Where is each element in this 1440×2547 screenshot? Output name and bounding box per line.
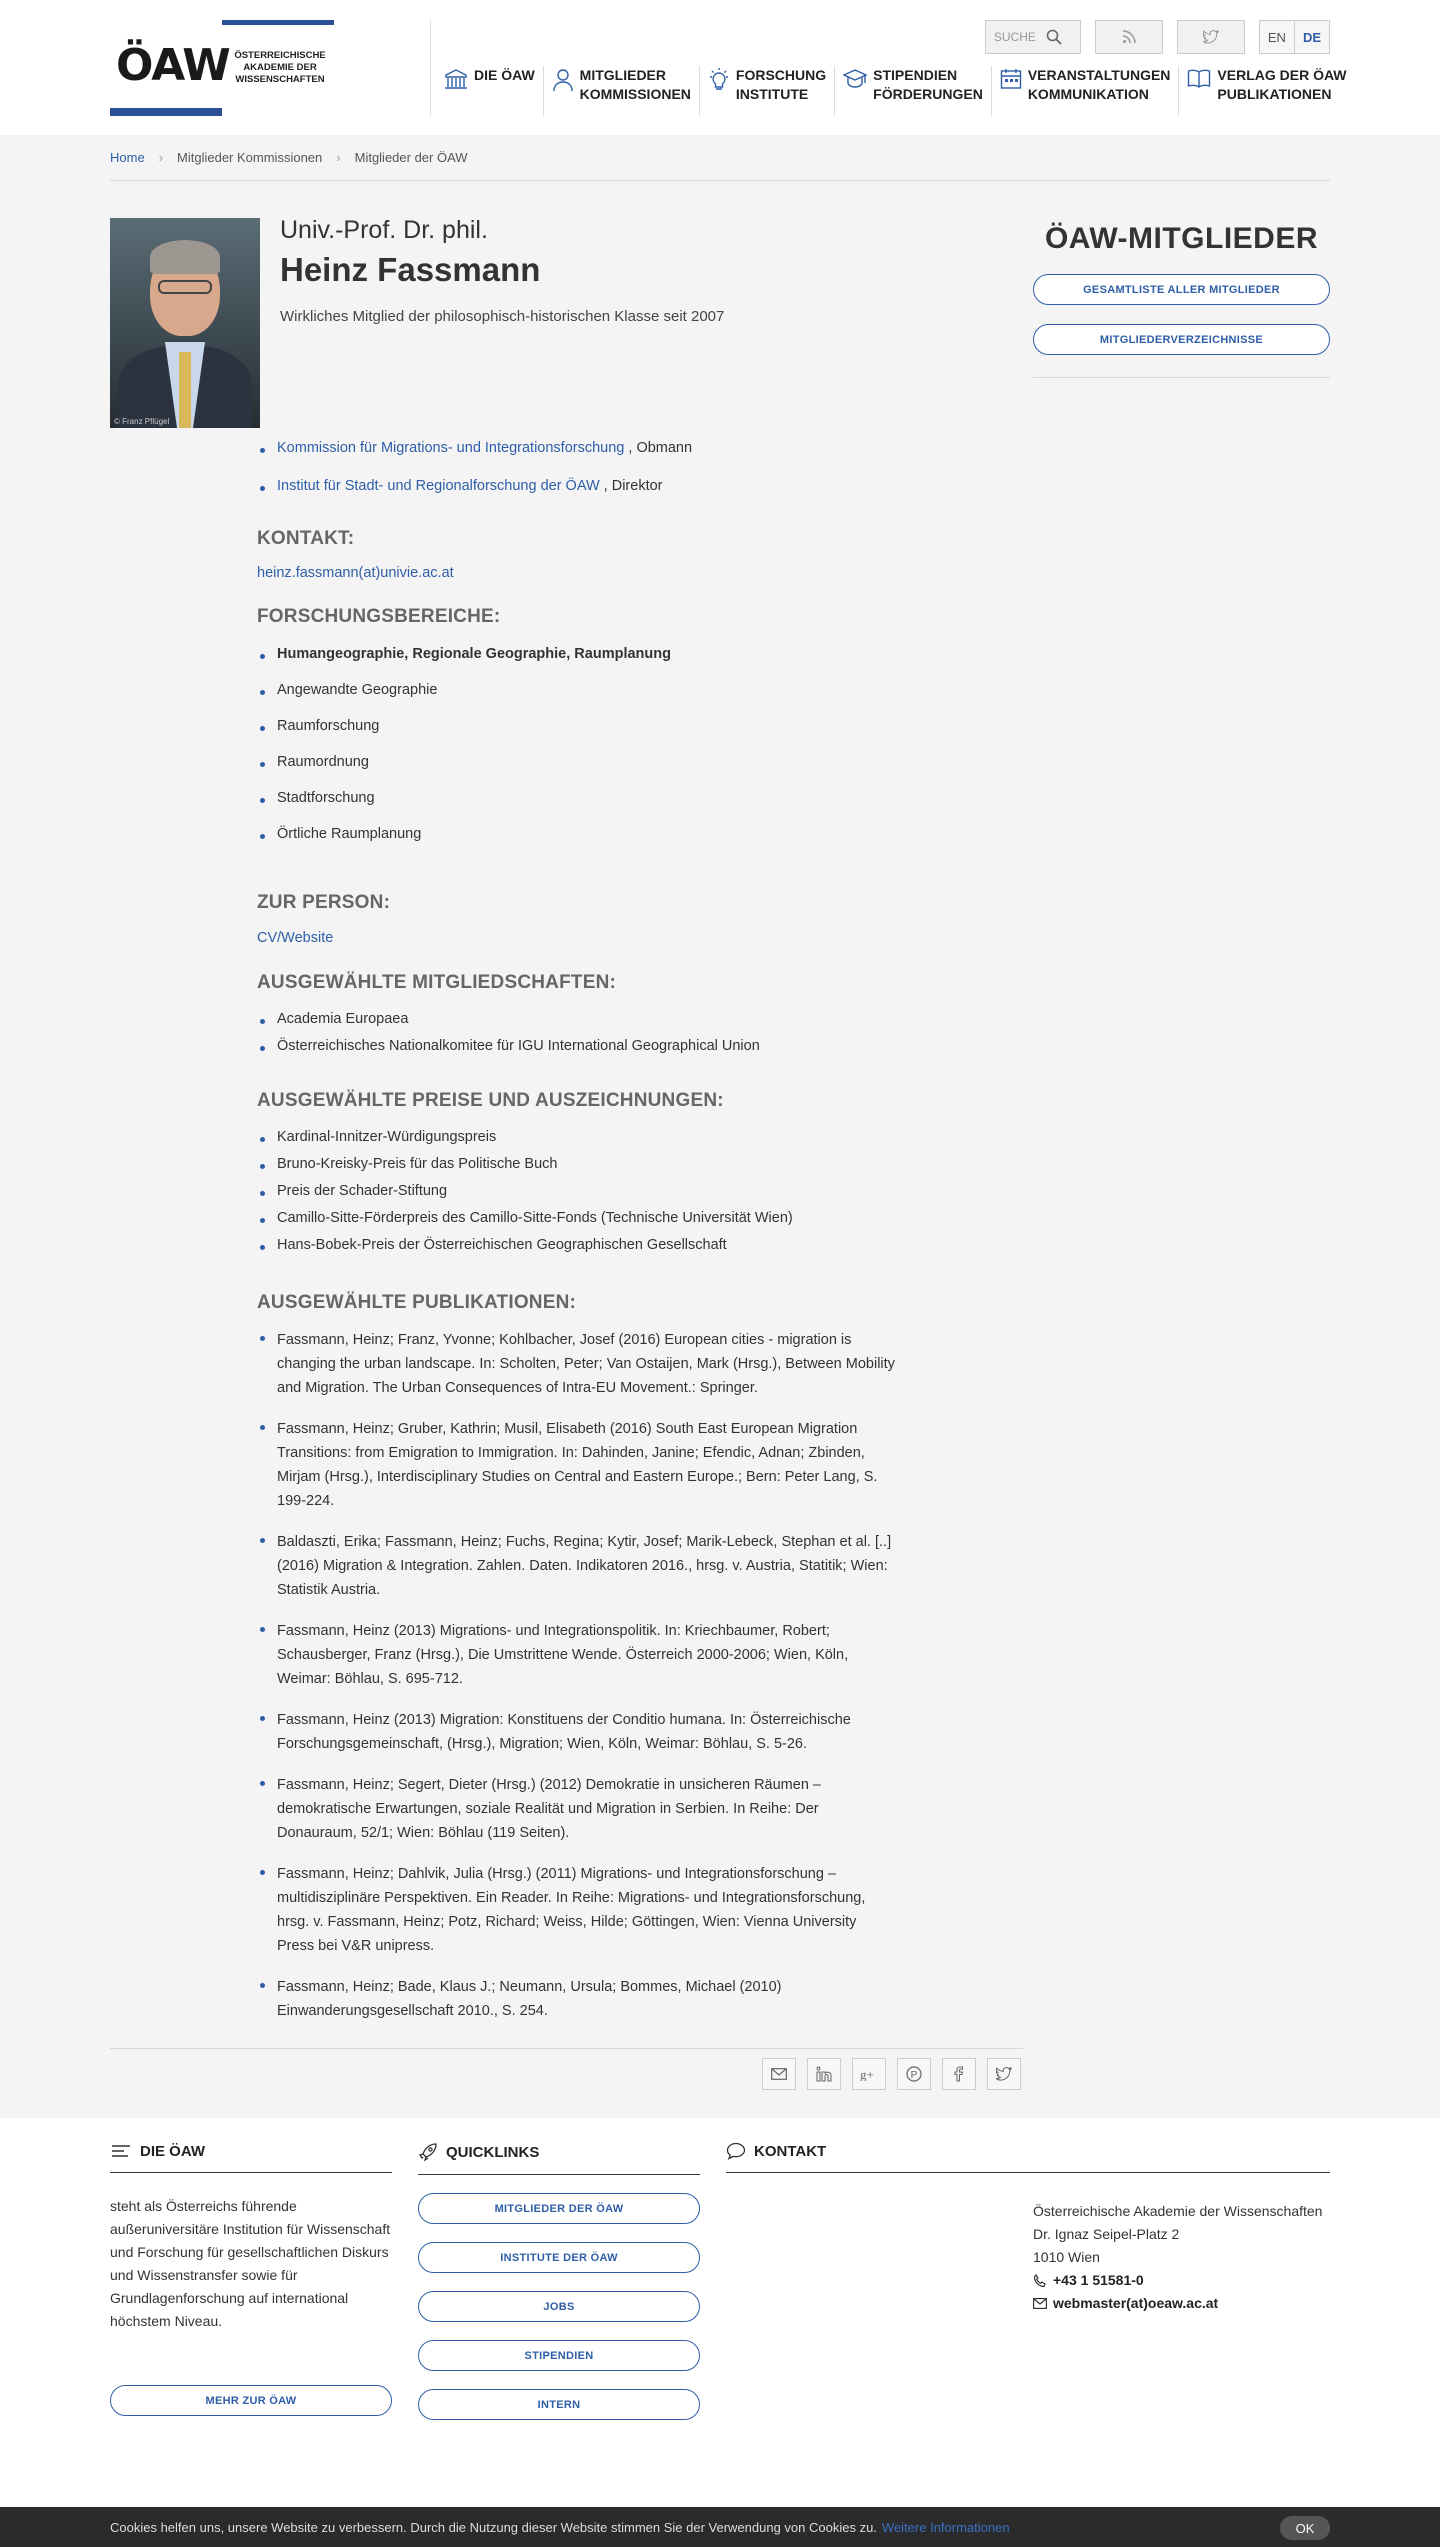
footer-contact-heading: KONTAKT — [754, 2142, 827, 2160]
contact-org: Österreichische Akademie der Wissenschaften — [1033, 2203, 1323, 2219]
footer-about-text: steht als Österreichs führende außeruniversitäre Institution für Wissenschaft und Forschung für gesellschaftlichen Diskurs und Wissenstransfer sowie für Grundlagenforschung auf international höchstem Niveau. — [110, 2198, 391, 2329]
twitter-icon — [1203, 30, 1219, 44]
list-item: Institut für Stadt- und Regionalforschung der ÖAW , Direktor — [257, 478, 692, 494]
person-icon — [552, 68, 574, 92]
quicklink-intern[interactable]: INTERN — [418, 2389, 700, 2420]
page-title: Heinz Fassmann — [280, 251, 541, 288]
contact-street: Dr. Ignaz Seipel-Platz 2 — [1033, 2226, 1180, 2242]
search-placeholder: SUCHE — [993, 30, 1036, 44]
academic-title: Univ.-Prof. Dr. phil. — [280, 216, 488, 244]
contact-city: 1010 Wien — [1033, 2249, 1100, 2265]
list-item: Österreichisches Nationalkomitee für IGU International Geographical Union — [257, 1038, 760, 1054]
cookie-ok-button[interactable]: OK — [1280, 2516, 1330, 2540]
cookie-text: Cookies helfen uns, unsere Website zu verbessern. Durch die Nutzung dieser Website stimmen Sie der Verwendung von Cookies zu. — [110, 2519, 877, 2535]
list-item: Raumordnung — [257, 754, 671, 770]
rocket-icon — [418, 2142, 438, 2162]
search-icon[interactable] — [1046, 29, 1062, 45]
memberships-list — [257, 1011, 760, 1065]
rss-button[interactable] — [1095, 20, 1163, 54]
quicklink-stipendien[interactable]: STIPENDIEN — [418, 2340, 700, 2371]
research-heading: FORSCHUNGSBEREICHE: — [257, 606, 501, 627]
cookie-banner — [0, 2507, 1440, 2547]
nav-stipendien[interactable]: STIPENDIEN FÖRDERUNGEN — [835, 66, 992, 116]
facebook-icon — [954, 2066, 964, 2082]
contact-phone[interactable]: +43 1 51581-0 — [1053, 2272, 1144, 2288]
building-icon — [444, 68, 468, 90]
googleplus-icon — [860, 2067, 878, 2081]
mehr-zur-oeaw-button[interactable]: MEHR ZUR ÖAW — [110, 2385, 392, 2416]
search-input[interactable] — [985, 20, 1081, 54]
share-facebook-button[interactable] — [942, 2058, 976, 2090]
member-portrait — [110, 218, 260, 428]
list-item: Academia Europaea — [257, 1011, 760, 1027]
photo-credit: © Franz Pflügel — [114, 417, 170, 426]
role-link-institut[interactable]: Institut für Stadt- und Regionalforschung der ÖAW — [277, 478, 600, 494]
graduation-cap-icon — [843, 68, 867, 90]
breadcrumb-mitglieder[interactable]: Mitglieder Kommissionen — [177, 150, 323, 165]
quicklink-jobs[interactable]: JOBS — [418, 2291, 700, 2322]
list-item: Kommission für Migrations- und Integrationsforschung , Obmann — [257, 440, 692, 456]
awards-heading: AUSGEWÄHLTE PREISE UND AUSZEICHNUNGEN: — [257, 1090, 724, 1111]
language-switcher — [1259, 20, 1330, 54]
publications-list — [257, 1328, 897, 2040]
membership-subtitle: Wirkliches Mitglied der philosophisch-historischen Klasse seit 2007 — [280, 308, 725, 325]
memberships-heading: AUSGEWÄHLTE MITGLIEDSCHAFTEN: — [257, 972, 617, 993]
roles-list — [257, 440, 692, 516]
chevron-right-icon: › — [336, 150, 341, 165]
header-tools — [985, 20, 1330, 54]
footer-quicklinks — [418, 2142, 700, 2420]
list-item: Fassmann, Heinz; Segert, Dieter (Hrsg.) (2012) Demokratie in unsicheren Räumen – demokratische Erwartungen, soziale Realität und Migration in Serbien. In Reihe: Der Donauraum, 52/1; Wien: Böhlau (119 Seiten). — [257, 1773, 897, 1845]
list-item: Baldaszti, Erika; Fassmann, Heinz; Fuchs, Regina; Kytir, Josef; Marik-Lebeck, Stephan et al. [..] (2016) Migration & Integration. Zahlen. Daten. Indikatoren 2016., hrsg. v. Austria, Statitik; Wien: Statistik Austria. — [257, 1530, 897, 1602]
calendar-icon — [1000, 68, 1022, 90]
share-googleplus-button[interactable] — [852, 2058, 886, 2090]
share-linkedin-button[interactable] — [807, 2058, 841, 2090]
breadcrumb-current: Mitglieder der ÖAW — [354, 150, 468, 165]
nav-veranstaltungen[interactable]: VERANSTALTUNGEN KOMMUNIKATION — [992, 66, 1180, 116]
list-item: Camillo-Sitte-Förderpreis des Camillo-Sitte-Fonds (Technische Universität Wien) — [257, 1210, 793, 1226]
list-item: Bruno-Kreisky-Preis für das Politische Buch — [257, 1156, 793, 1172]
site-footer — [0, 2118, 1440, 2507]
site-header — [0, 0, 1440, 135]
list-item: Fassmann, Heinz (2013) Migrations- und Integrationspolitik. In: Kriechbaumer, Robert; Schausberger, Franz (Hrsg.), Die Umstrittene Wende. Österreich 2000-2006; Wien, Köln, Weimar: Böhlau, S. 695-712. — [257, 1619, 897, 1691]
quicklink-mitglieder[interactable]: MITGLIEDER DER ÖAW — [418, 2193, 700, 2224]
list-item: Raumforschung — [257, 718, 671, 734]
lightbulb-icon — [708, 68, 730, 92]
twitter-icon — [996, 2067, 1012, 2081]
list-item: Preis der Schader-Stiftung — [257, 1183, 793, 1199]
quicklink-institute[interactable]: INSTITUTE DER ÖAW — [418, 2242, 700, 2273]
phone-icon — [1033, 2274, 1047, 2288]
nav-forschung[interactable]: FORSCHUNG INSTITUTE — [700, 66, 835, 116]
email-link[interactable]: heinz.fassmann(at)univie.ac.at — [257, 565, 454, 581]
linkedin-icon — [816, 2066, 832, 2082]
list-item: Örtliche Raumplanung — [257, 826, 671, 842]
svg-text:g+: g+ — [860, 2067, 874, 2081]
footer-about — [110, 2142, 392, 2416]
list-item: Kardinal-Innitzer-Würdigungspreis — [257, 1129, 793, 1145]
sidebar-title: ÖAW-MITGLIEDER — [1044, 222, 1319, 255]
book-icon — [1187, 68, 1211, 90]
list-item: Fassmann, Heinz; Dahlvik, Julia (Hrsg.) (2011) Migrations- und Integrationsforschung – multidisziplinäre Perspektiven. Ein Reader. In Reihe: Migrations- und Integrationsforschung, hrsg. v. Fassmann, Heinz; Potz, Richard; Weiss, Hilde; Göttingen, Wien: Vienna University Press bei V&R unipress. — [257, 1862, 897, 1958]
gesamtliste-button[interactable]: GESAMTLISTE ALLER MITGLIEDER — [1033, 274, 1330, 305]
list-item: Fassmann, Heinz (2013) Migration: Konstituens der Conditio humana. In: Österreichische Forschungsgemeinschaft, (Hrsg.), Migration; Wien, Köln, Weimar: Böhlau, S. 5-26. — [257, 1708, 897, 1756]
nav-verlag[interactable]: VERLAG DER ÖAW PUBLIKATIONEN — [1179, 66, 1354, 116]
role-link-kommission[interactable]: Kommission für Migrations- und Integrationsforschung — [277, 440, 625, 456]
share-pinterest-button[interactable] — [897, 2058, 931, 2090]
footer-contact — [726, 2142, 1330, 2311]
contact-address — [1033, 2200, 1322, 2315]
logo-name: ÖSTERREICHISCHE AKADEMIE DER WISSENSCHAFTEN — [234, 50, 326, 85]
oeaw-logo[interactable] — [110, 20, 334, 116]
footer-about-heading: DIE ÖAW — [140, 2142, 206, 2160]
envelope-icon — [1033, 2298, 1047, 2309]
chevron-right-icon: › — [158, 150, 164, 165]
twitter-button[interactable] — [1177, 20, 1245, 54]
oeaw-mini-logo-icon — [110, 2142, 132, 2160]
publications-heading: AUSGEWÄHLTE PUBLIKATIONEN: — [257, 1292, 577, 1313]
footer-quicklinks-heading: QUICKLINKS — [446, 2143, 540, 2161]
nav-mitglieder[interactable]: MITGLIEDER KOMMISSIONEN — [544, 66, 700, 116]
list-item: Fassmann, Heinz; Franz, Yvonne; Kohlbacher, Josef (2016) European cities - migration is changing the urban landscape. In: Scholten, Peter; Van Ostaijen, Mark (Hrsg.), Between Mobility and Migration. The Urban Consequences of Intra-EU Movement.: Springer. — [257, 1328, 897, 1400]
lang-de[interactable]: DE — [1294, 21, 1329, 53]
list-item: Angewandte Geographie — [257, 682, 671, 698]
share-email-button[interactable] — [762, 2058, 796, 2090]
pinterest-icon — [906, 2066, 922, 2082]
lang-en[interactable]: EN — [1267, 29, 1286, 45]
awards-list — [257, 1129, 793, 1264]
cookie-more-info-link[interactable]: Weitere Informationen — [881, 2519, 1010, 2535]
envelope-icon — [771, 2068, 787, 2080]
share-buttons — [762, 2058, 1021, 2090]
main-nav — [436, 66, 1355, 116]
list-item: Fassmann, Heinz; Bade, Klaus J.; Neumann, Ursula; Bommes, Michael (2010) Einwanderungsgesellschaft 2010., S. 254. — [257, 1975, 897, 2023]
list-item: Fassmann, Heinz; Gruber, Kathrin; Musil, Elisabeth (2016) South East European Migration Transitions: from Emigration to Immigration. In: Dahinden, Janine; Efendic, Adnan; Zbinden, Mirjam (Hrsg.), Interdisciplinary Studies on Central and Eastern Europe.; Bern: Peter Lang, S. 199-224. — [257, 1417, 897, 1513]
logo-mark: ÖAW — [116, 40, 230, 91]
share-twitter-button[interactable] — [987, 2058, 1021, 2090]
nav-die-oeaw[interactable]: DIE ÖAW — [436, 66, 544, 116]
list-item: Hans-Bobek-Preis der Österreichischen Geographischen Gesellschaft — [257, 1237, 793, 1253]
list-item: Humangeographie, Regionale Geographie, Raumplanung — [257, 646, 671, 662]
research-list — [257, 646, 671, 862]
svg-text:P: P — [910, 2070, 918, 2081]
cv-website-link[interactable]: CV/Website — [257, 930, 334, 946]
mitgliederverzeichnisse-button[interactable]: MITGLIEDERVERZEICHNISSE — [1033, 324, 1330, 355]
breadcrumb — [110, 150, 468, 165]
speech-bubble-icon — [726, 2142, 746, 2160]
contact-heading: KONTAKT: — [257, 528, 355, 549]
contact-email[interactable]: webmaster(at)oeaw.ac.at — [1053, 2295, 1219, 2311]
person-heading: ZUR PERSON: — [257, 892, 391, 913]
rss-icon — [1122, 30, 1136, 44]
list-item: Stadtforschung — [257, 790, 671, 806]
breadcrumb-home[interactable]: Home — [110, 150, 145, 165]
sidebar — [1033, 218, 1330, 378]
